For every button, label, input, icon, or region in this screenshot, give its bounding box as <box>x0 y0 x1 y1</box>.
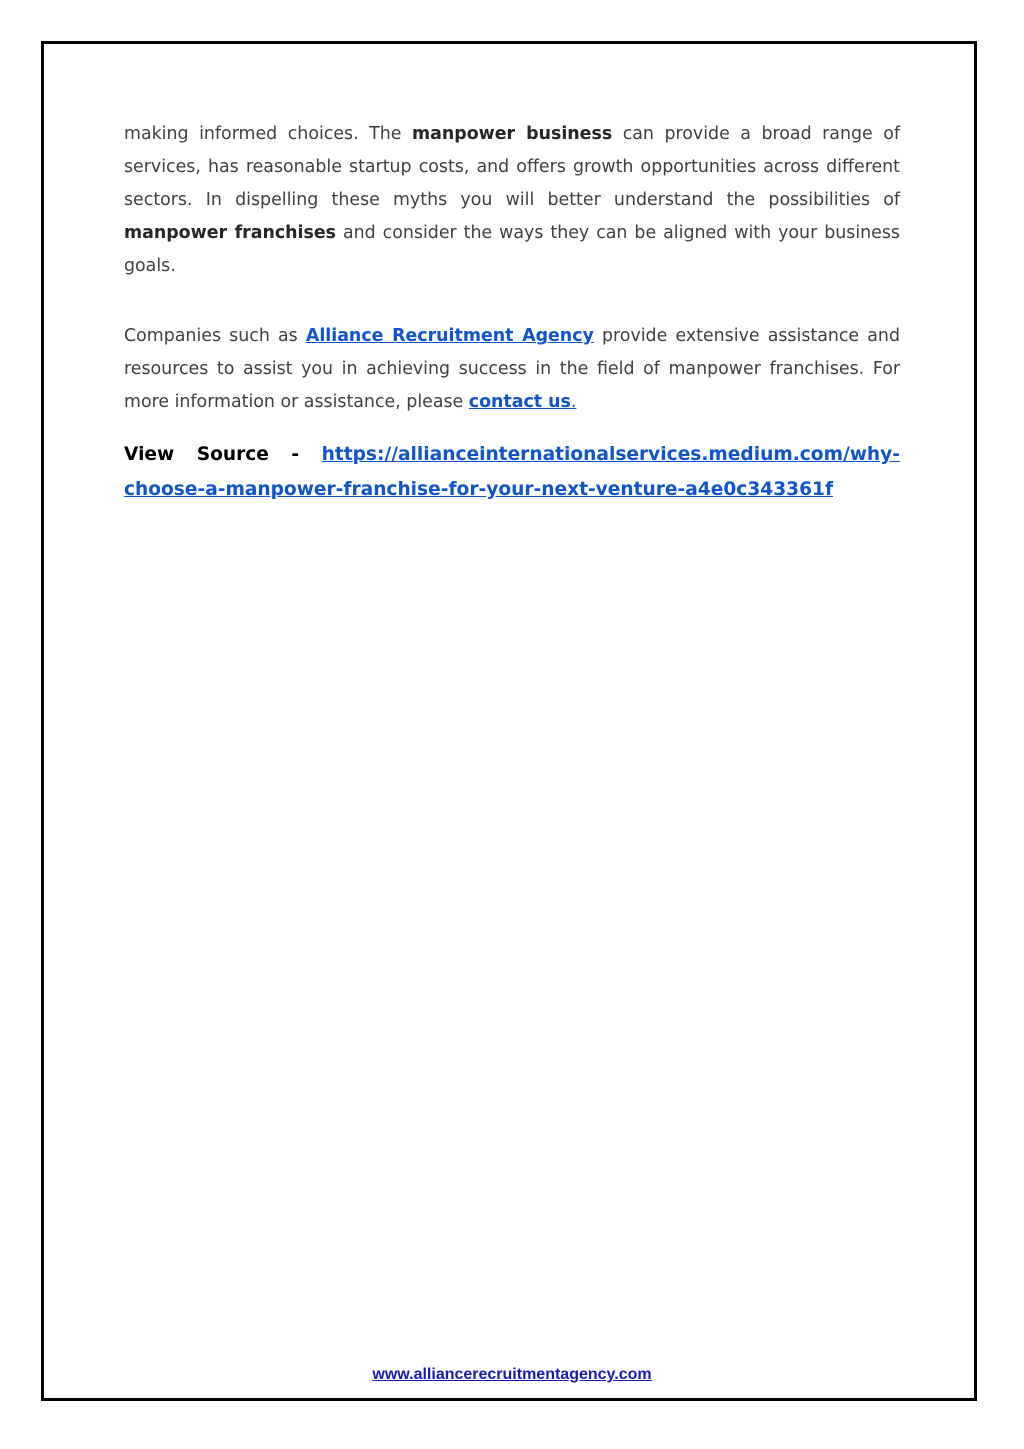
paragraph1-text-c: and consider the ways they can be aligned with your business goals. <box>124 223 900 276</box>
contact-us-link[interactable]: contact us <box>468 392 571 412</box>
footer-website-link[interactable]: www.alliancerecruitmentagency.com <box>372 1366 652 1383</box>
paragraph2-text-a: Companies such as <box>124 326 306 346</box>
footer <box>0 1364 1024 1386</box>
manpower-business-bold: manpower business <box>412 124 613 144</box>
manpower-franchises-bold: manpower franchises <box>124 223 336 243</box>
view-source-label: View Source - <box>124 444 322 465</box>
view-source-url-link[interactable]: https://allianceinternationalservices.medium.com/why-choose-a-manpower-franchise-for-your-next-venture-a4e0c343361f <box>124 444 900 500</box>
view-source-line <box>124 437 900 507</box>
paragraph-companies <box>124 320 900 419</box>
paragraph1-text-b: can provide a broad range of services, has reasonable startup costs, and offers growth opportunities across different sectors. In dispelling these myths you will better understand the possibilities of <box>124 124 900 210</box>
paragraph1-text-a: making informed choices. The <box>124 124 413 144</box>
contact-us-period[interactable]: . <box>570 392 577 412</box>
alliance-recruitment-agency-link[interactable]: Alliance Recruitment Agency <box>305 326 594 346</box>
paragraph-manpower-business <box>124 118 900 283</box>
paragraph2-text-b: provide extensive assistance and resources to assist you in achieving success in the field of manpower franchises. For more information or assistance, please <box>124 326 900 412</box>
document-body <box>124 118 900 507</box>
